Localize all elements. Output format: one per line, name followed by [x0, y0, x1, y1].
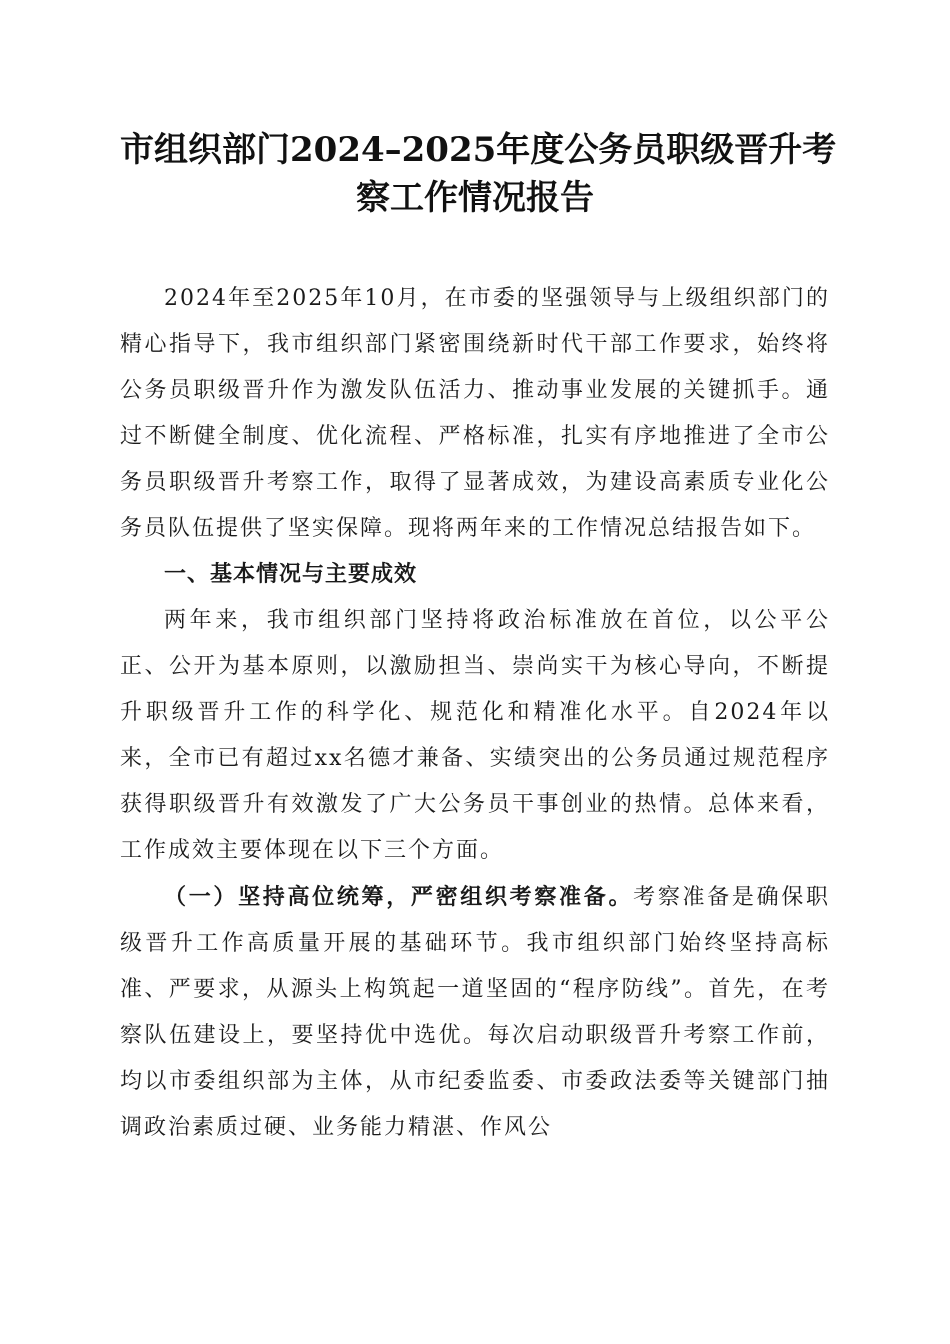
document-title-line-1: 市组织部门2024–2025年度公务员职级晋升考: [120, 130, 837, 170]
section-heading-basic-situation: 一、基本情况与主要成效: [164, 562, 418, 587]
intro-paragraph: 2024年至2025年10月，在市委的坚强领导与上级组织部门的精心指导下，我市组织部门紧密围绕新时代干部工作要求，始终将公务员职级晋升作为激发队伍活力、推动事业发展的关键抓手。通过不断健全制度、优化流程、严格标准，扎实有序地推进了全市公务员职级晋升考察工作，取得了显著成效，为建设高素质专业化公务员队伍提供了坚实保障。现将两年来的工作情况总结报告如下。: [120, 286, 830, 541]
document-title-line-2: 察工作情况报告: [356, 178, 594, 218]
subsection-lead-text: （一）坚持高位统筹，严密组织考察准备。: [164, 884, 634, 910]
document-title: [120, 126, 837, 222]
subsection-paragraph-preparation: [120, 874, 830, 1151]
section-paragraph-overview: 两年来，我市组织部门坚持将政治标准放在首位，以公平公正、公开为基本原则，以激励担当、崇尚实干为核心导向，不断提升职级晋升工作的科学化、规范化和精准化水平。自2024年以来，全市已有超过xx名德才兼备、实绩突出的公务员通过规范程序获得职级晋升有效激发了广大公务员干事创业的热情。总体来看，工作成效主要体现在以下三个方面。: [120, 608, 830, 863]
subsection-body-text: 考察准备是确保职级晋升工作高质量开展的基础环节。我市组织部门始终坚持高标准、严要求，从源头上构筑起一道坚固的“程序防线”。首先，在考察队伍建设上，要坚持优中选优。每次启动职级晋升考察工作前，均以市委组织部为主体，从市纪委监委、市委政法委等关键部门抽调政治素质过硬、业务能力精湛、作风公: [120, 885, 830, 1140]
document-body: [120, 276, 830, 1151]
